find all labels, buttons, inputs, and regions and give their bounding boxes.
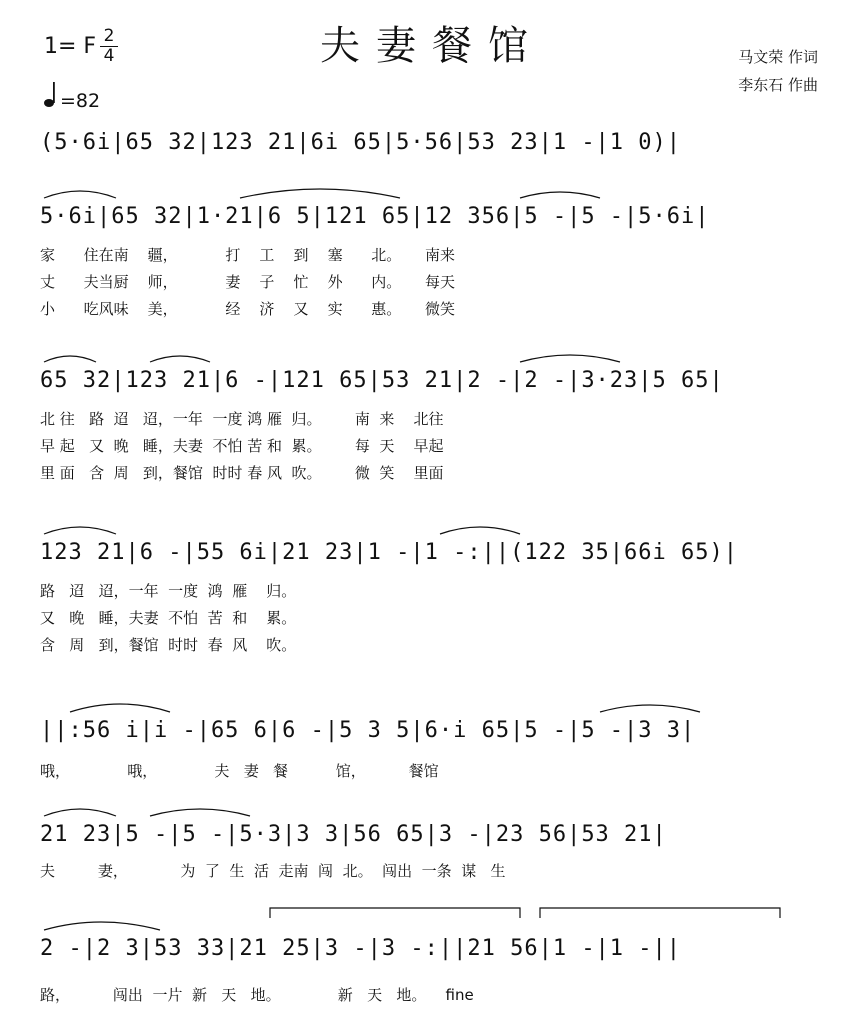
lyric-verse-1: 路， 闯出 一片 新 天 地。 新 天 地。 fine — [40, 986, 474, 1004]
slur-mark — [44, 922, 160, 930]
lyric-verse-1: 路 迢 迢，一年 一度 鸿 雁 归。 — [40, 582, 297, 600]
slur-mark — [240, 189, 400, 198]
slur-mark — [150, 809, 250, 816]
lyric-verse-1: 夫 妻， 为 了 生 活 走南 闯 北。 闯出 一条 谋 生 — [40, 862, 506, 880]
slur-mark — [44, 809, 116, 816]
system-6-notes: 21 23|5 -|5 -|5·3|3 3|56 65|3 -|23 56|53 21| — [40, 822, 667, 847]
slur-mark — [150, 356, 210, 362]
lyric-verse-3: 含 周 到，餐馆 时时 春 风 吹。 — [40, 636, 297, 654]
slur-mark — [600, 705, 700, 712]
slur-mark — [520, 192, 600, 198]
system-7-notes: 2 -|2 3|53 33|21 25|3 -|3 -:||21 56|1 -|1 -|| — [40, 936, 682, 961]
lyric-verse-2: 又 晚 睡，夫妻 不怕 苦 和 累。 — [40, 609, 297, 627]
lyric-verse-3: 里 面 含 周 到，餐馆 时时 春 风 吹。 微 笑 里面 — [40, 464, 444, 482]
lyric-verse-1: 家 住在南 疆， 打 工 到 塞 北。 南来 — [40, 246, 456, 264]
lyric-verse-2: 丈 夫当厨 师， 妻 子 忙 外 内。 每天 — [40, 273, 456, 291]
lyricist-credit: 马文荣 作词 — [738, 48, 818, 66]
system-3-notes: 65 32|123 21|6 -|121 65|53 21|2 -|2 -|3·23|5 65| — [40, 368, 724, 393]
time-signature-bottom: 4 — [103, 46, 115, 66]
slur-mark — [44, 356, 96, 362]
lyric-verse-3: 小 吃风味 美， 经 济 又 实 惠。 微笑 — [40, 300, 456, 318]
volta-bracket-2 — [540, 908, 780, 918]
key-signature: 1= F — [44, 34, 97, 59]
system-4-notes: 123 21|6 -|55 6i|21 23|1 -|1 -:||(122 35|66i 65)| — [40, 540, 739, 565]
volta-bracket-1 — [270, 908, 520, 918]
slur-mark — [44, 527, 116, 534]
lyric-verse-2: 早 起 又 晚 睡，夫妻 不怕 苦 和 累。 每 天 早起 — [40, 437, 444, 455]
system-5-notes: ||:56 i|i -|65 6|6 -|5 3 5|6·i 65|5 -|5 -|3 3| — [40, 718, 696, 743]
system-1-notes: (5·6i|65 32|123 21|6i 65|5·56|53 23|1 -|1 0)| — [40, 130, 682, 155]
slur-mark — [520, 355, 620, 362]
composer-credit: 李东石 作曲 — [738, 76, 818, 94]
slur-mark — [440, 527, 520, 534]
song-title: 夫妻餐馆 — [320, 23, 544, 69]
slur-mark — [44, 191, 116, 198]
lyric-verse-1: 北 往 路 迢 迢，一年 一度 鸿 雁 归。 南 来 北往 — [40, 410, 444, 428]
slur-mark — [70, 704, 170, 712]
tempo-marking: =82 — [60, 90, 101, 112]
lyric-verse-1: 哦， 哦， 夫 妻 餐 馆， 餐馆 — [40, 762, 439, 780]
time-signature-top: 2 — [103, 26, 115, 46]
system-2-notes: 5·6i|65 32|1·21|6 5|121 65|12 356|5 -|5 -|5·6i| — [40, 204, 710, 229]
